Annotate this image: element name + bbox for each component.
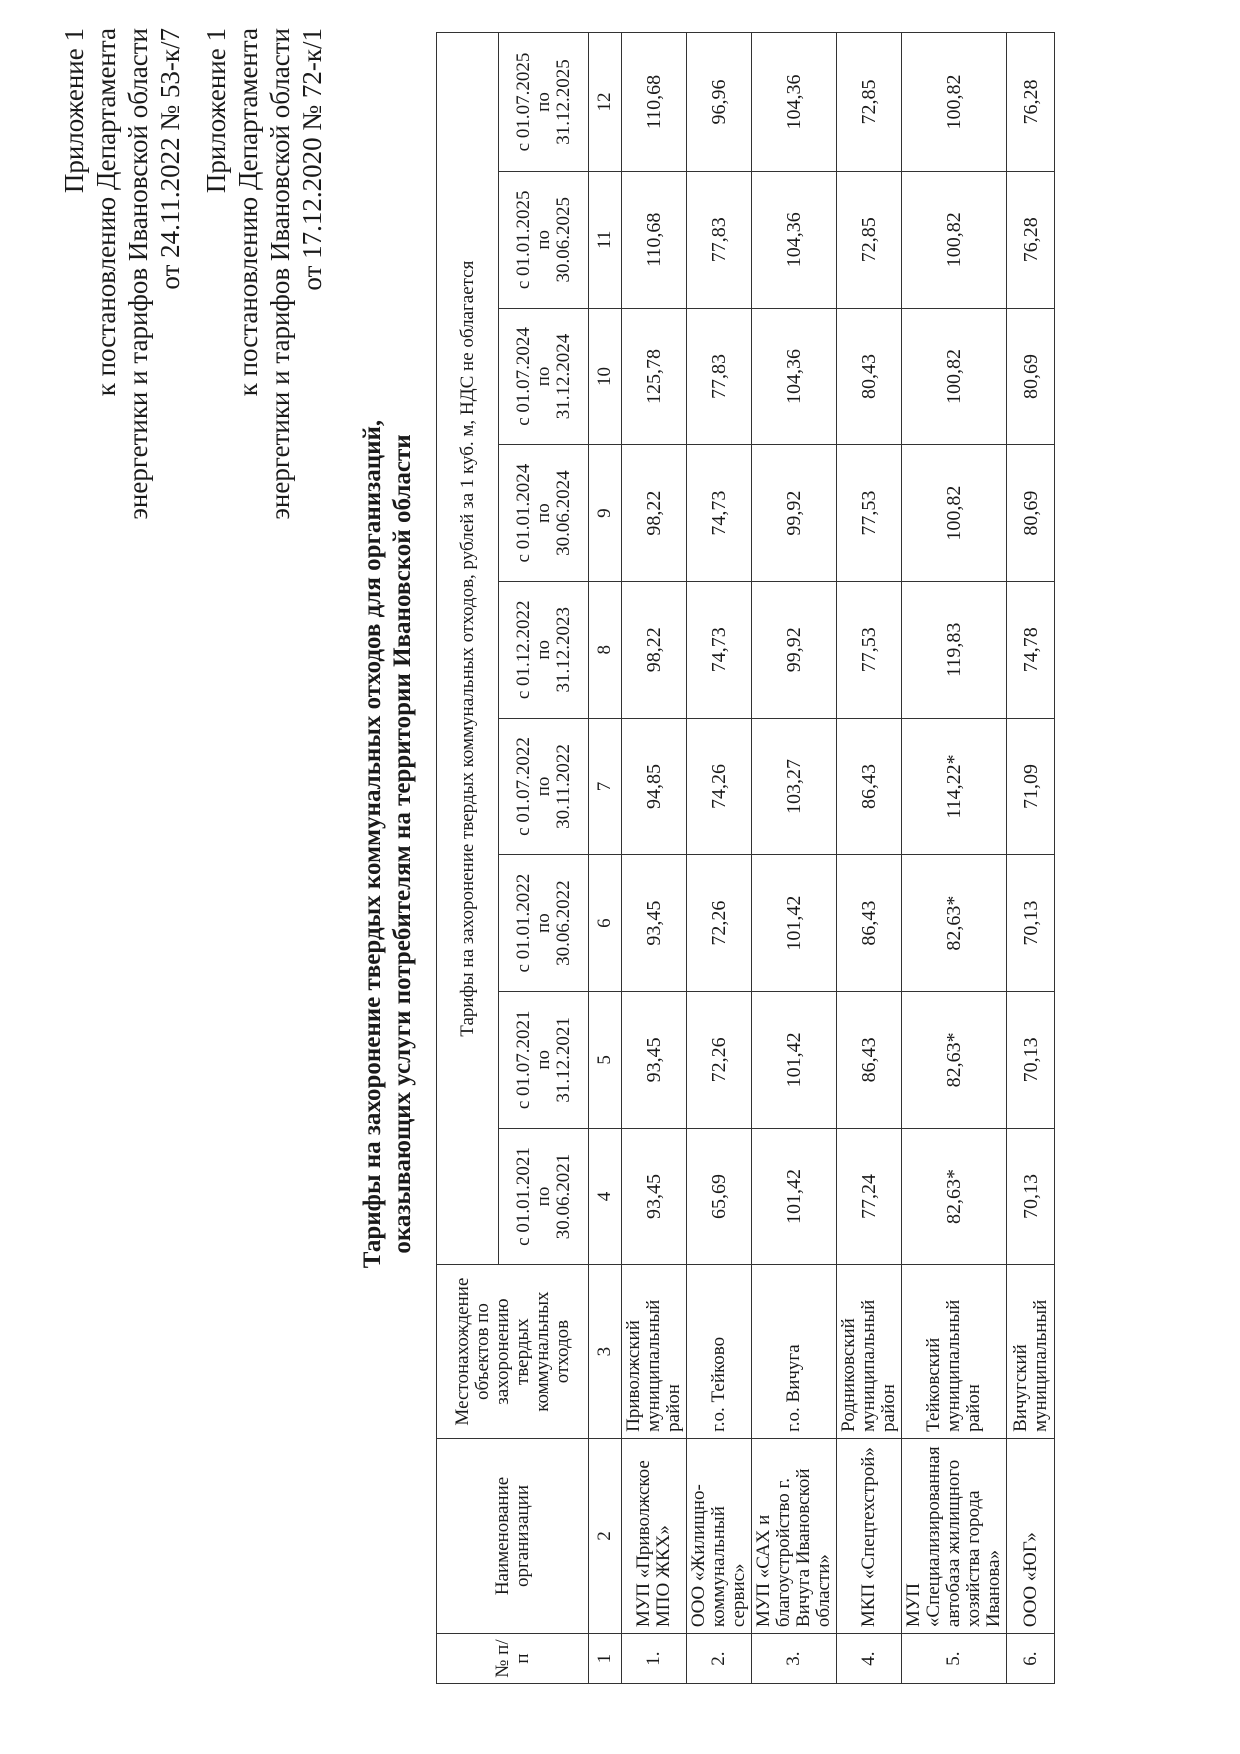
column-number: 3 [589,1265,622,1439]
tariff-value: 65,69 [687,1128,752,1265]
tariff-value: 94,85 [622,718,687,855]
header-tariffs: Тарифы на захоронение твердых коммунальных отходов, рублей за 1 куб. м, НДС не облагается [437,33,499,1265]
column-number: 1 [589,1634,622,1684]
tariff-value: 104,36 [752,33,837,172]
row-number: 2. [687,1634,752,1684]
header-num: № п/п [437,1634,589,1684]
tariff-value: 80,69 [1007,308,1055,445]
tariff-value: 77,53 [837,445,902,582]
tariff-value: 98,22 [622,445,687,582]
appendix-note-current [58,28,186,520]
tariff-value: 86,43 [837,991,902,1128]
location: Родниковский муниципальный район [837,1265,902,1439]
tariff-value: 72,85 [837,33,902,172]
appendix-line: Приложение 1 [201,28,231,194]
row-number: 1. [622,1634,687,1684]
tariff-value: 110,68 [622,171,687,308]
tariff-value: 77,53 [837,581,902,718]
tariff-value: 100,82 [902,308,1007,445]
header-location: Местонахождение объектов по захоронению твердых коммунальных отходов [437,1265,589,1439]
tariff-value: 71,09 [1007,718,1055,855]
tariff-value: 76,28 [1007,33,1055,172]
period-header: с 01.07.2024 по 31.12.2024 [499,308,589,445]
tariff-value: 77,24 [837,1128,902,1265]
row-number: 6. [1007,1634,1055,1684]
table-row [687,33,752,1684]
tariff-value: 101,42 [752,1128,837,1265]
column-number: 8 [589,581,622,718]
title-line: Тарифы на захоронение твердых коммунальных отходов для организаций, [359,419,386,1269]
column-number: 2 [589,1438,622,1633]
appendix-line: к постановлению Департамента [233,28,263,397]
organization-name: МКП «Спецтехстрой» [837,1438,902,1633]
row-number: 3. [752,1634,837,1684]
organization-name: МУП «САХ и благоустройство г. Вичуга Ивановской области» [752,1438,837,1633]
appendix-line: от 24.11.2022 № 53-к/7 [155,28,185,290]
tariff-value: 80,69 [1007,445,1055,582]
appendix-line: от 17.12.2020 № 72-к/1 [297,28,327,291]
location: г.о. Тейково [687,1265,752,1439]
tariff-value: 77,83 [687,171,752,308]
table-row [837,33,902,1684]
column-number-row [589,33,622,1684]
tariff-value: 82,63* [902,1128,1007,1265]
tariff-value: 74,78 [1007,581,1055,718]
table-row [622,33,687,1684]
tariff-value: 101,42 [752,991,837,1128]
tariff-value: 86,43 [837,718,902,855]
organization-name: ООО «Жилищно-коммунальный сервис» [687,1438,752,1633]
tariff-value: 101,42 [752,855,837,992]
tariff-value: 82,63* [902,855,1007,992]
table-row [902,33,1007,1684]
column-number: 6 [589,855,622,992]
location: г.о. Вичуга [752,1265,837,1439]
location: Приволжский муниципальный район [622,1265,687,1439]
document-title [358,194,418,1494]
tariff-table [436,32,1055,1684]
tariff-value: 74,73 [687,445,752,582]
tariff-value: 74,73 [687,581,752,718]
appendix-line: к постановлению Департамента [91,28,121,397]
tariff-value: 80,43 [837,308,902,445]
appendix-line: энергетики и тарифов Ивановской области [265,28,295,520]
tariff-value: 72,26 [687,855,752,992]
appendix-line: энергетики и тарифов Ивановской области [123,28,153,520]
tariff-value: 104,36 [752,308,837,445]
tariff-value: 86,43 [837,855,902,992]
column-number: 5 [589,991,622,1128]
column-number: 7 [589,718,622,855]
tariff-value: 100,82 [902,33,1007,172]
tariff-value: 77,83 [687,308,752,445]
column-number: 12 [589,33,622,172]
table-row [752,33,837,1684]
period-header: с 01.12.2022 по 31.12.2023 [499,581,589,718]
tariff-value: 70,13 [1007,1128,1055,1265]
period-header: с 01.01.2021 по 30.06.2021 [499,1128,589,1265]
tariff-value: 114,22* [902,718,1007,855]
tariff-value: 96,96 [687,33,752,172]
tariff-value: 98,22 [622,581,687,718]
title-line: оказывающих услуги потребителям на территории Ивановской области [389,434,416,1254]
column-number: 10 [589,308,622,445]
tariff-value: 76,28 [1007,171,1055,308]
column-number: 11 [589,171,622,308]
tariff-value: 100,82 [902,171,1007,308]
tariff-value: 125,78 [622,308,687,445]
period-header: с 01.01.2025 по 30.06.2025 [499,171,589,308]
tariff-value: 70,13 [1007,991,1055,1128]
row-number: 4. [837,1634,902,1684]
tariff-value: 93,45 [622,855,687,992]
row-number: 5. [902,1634,1007,1684]
period-header: с 01.01.2024 по 30.06.2024 [499,445,589,582]
table-row [1007,33,1055,1684]
header-organization: Наименование организации [437,1438,589,1633]
organization-name: МУП «Приволжское МПО ЖКХ» [622,1438,687,1633]
tariff-value: 70,13 [1007,855,1055,992]
period-header: с 01.01.2022 по 30.06.2022 [499,855,589,992]
tariff-value: 74,26 [687,718,752,855]
tariff-value: 72,85 [837,171,902,308]
period-header: с 01.07.2021 по 31.12.2021 [499,991,589,1128]
appendix-line: Приложение 1 [59,28,89,194]
table-header-row [437,33,499,1684]
tariff-value: 100,82 [902,445,1007,582]
location: Вичугский муниципальный [1007,1265,1055,1439]
tariff-value: 119,83 [902,581,1007,718]
column-number: 4 [589,1128,622,1265]
tariff-value: 82,63* [902,991,1007,1128]
tariff-value: 99,92 [752,581,837,718]
tariff-value: 110,68 [622,33,687,172]
tariff-value: 99,92 [752,445,837,582]
tariff-value: 93,45 [622,991,687,1128]
column-number: 9 [589,445,622,582]
tariff-value: 93,45 [622,1128,687,1265]
tariff-value: 104,36 [752,171,837,308]
location: Тейковский муниципальный район [902,1265,1007,1439]
organization-name: ООО «ЮГ» [1007,1438,1055,1633]
period-header: с 01.07.2022 по 30.11.2022 [499,718,589,855]
tariff-value: 72,26 [687,991,752,1128]
period-header: с 01.07.2025 по 31.12.2025 [499,33,589,172]
appendix-note-original [200,28,328,520]
organization-name: МУП «Специализированная автобаза жилищного хозяйства города Иванова» [902,1438,1007,1633]
tariff-value: 103,27 [752,718,837,855]
